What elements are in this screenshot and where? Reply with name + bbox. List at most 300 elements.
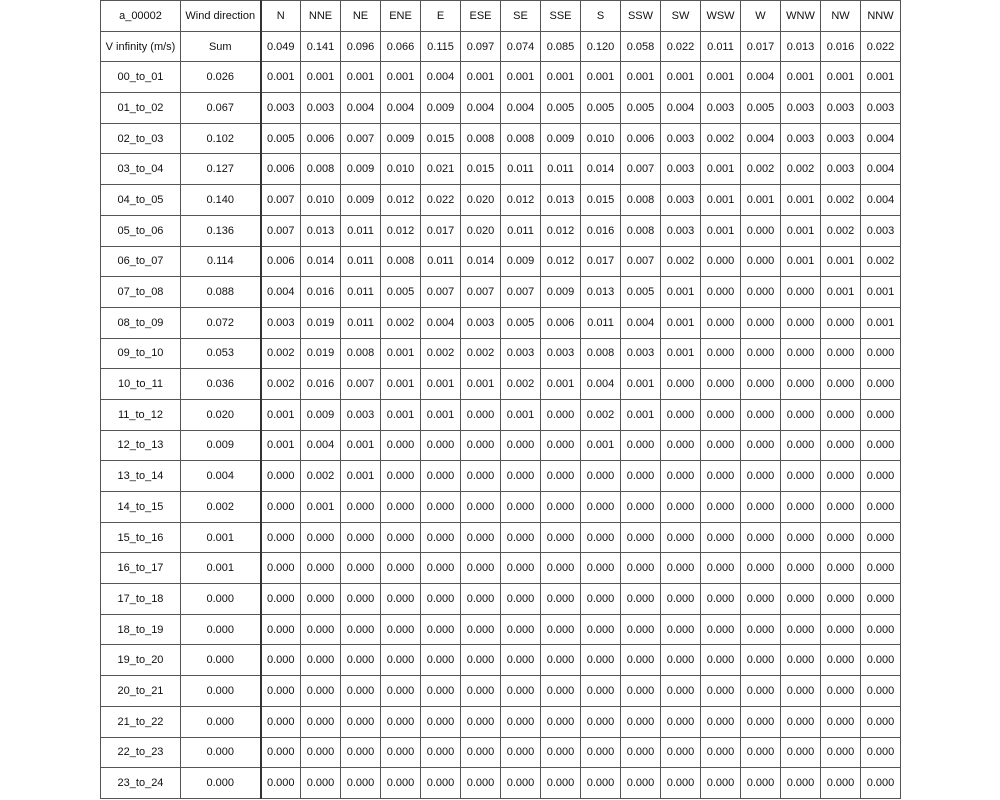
- frequency-cell: 0.009: [341, 185, 381, 216]
- frequency-cell: 0.000: [781, 553, 821, 584]
- frequency-cell: 0.000: [821, 614, 861, 645]
- frequency-cell: 0.020: [461, 185, 501, 216]
- direction-sum-cell: 0.017: [741, 31, 781, 62]
- frequency-cell: 0.000: [701, 614, 741, 645]
- frequency-cell: 0.003: [261, 93, 301, 124]
- frequency-cell: 0.002: [421, 338, 461, 369]
- frequency-cell: 0.000: [381, 645, 421, 676]
- frequency-cell: 0.001: [661, 338, 701, 369]
- direction-sum-cell: 0.066: [381, 31, 421, 62]
- frequency-cell: 0.001: [261, 62, 301, 93]
- frequency-cell: 0.002: [821, 215, 861, 246]
- speed-bin-label: 17_to_18: [101, 584, 181, 615]
- frequency-cell: 0.009: [341, 154, 381, 185]
- table-row: [101, 123, 901, 154]
- frequency-cell: 0.000: [581, 768, 621, 799]
- frequency-cell: 0.004: [461, 93, 501, 124]
- frequency-cell: 0.000: [261, 614, 301, 645]
- frequency-cell: 0.000: [781, 399, 821, 430]
- frequency-cell: 0.000: [301, 614, 341, 645]
- table-row: [101, 62, 901, 93]
- frequency-cell: 0.015: [461, 154, 501, 185]
- frequency-cell: 0.003: [461, 307, 501, 338]
- frequency-cell: 0.007: [621, 154, 661, 185]
- frequency-cell: 0.000: [581, 584, 621, 615]
- frequency-cell: 0.000: [261, 553, 301, 584]
- frequency-cell: 0.000: [781, 430, 821, 461]
- frequency-cell: 0.000: [821, 369, 861, 400]
- speed-bin-label: 07_to_08: [101, 277, 181, 308]
- row-sum-cell: 0.088: [181, 277, 261, 308]
- frequency-cell: 0.001: [381, 338, 421, 369]
- frequency-cell: 0.006: [541, 307, 581, 338]
- frequency-cell: 0.000: [661, 645, 701, 676]
- frequency-cell: 0.007: [621, 246, 661, 277]
- frequency-cell: 0.000: [661, 706, 701, 737]
- frequency-cell: 0.000: [821, 768, 861, 799]
- frequency-cell: 0.000: [701, 399, 741, 430]
- frequency-cell: 0.001: [301, 492, 341, 523]
- speed-bin-label: 16_to_17: [101, 553, 181, 584]
- frequency-cell: 0.007: [341, 123, 381, 154]
- frequency-cell: 0.008: [461, 123, 501, 154]
- speed-bin-label: 15_to_16: [101, 522, 181, 553]
- frequency-cell: 0.008: [381, 246, 421, 277]
- frequency-cell: 0.011: [501, 154, 541, 185]
- frequency-cell: 0.002: [821, 185, 861, 216]
- frequency-cell: 0.000: [621, 645, 661, 676]
- table-row: [101, 706, 901, 737]
- speed-bin-label: 21_to_22: [101, 706, 181, 737]
- frequency-cell: 0.001: [381, 399, 421, 430]
- frequency-cell: 0.000: [861, 369, 901, 400]
- speed-bin-label: 02_to_03: [101, 123, 181, 154]
- frequency-cell: 0.000: [701, 369, 741, 400]
- frequency-cell: 0.009: [381, 123, 421, 154]
- frequency-cell: 0.000: [541, 737, 581, 768]
- frequency-cell: 0.000: [821, 737, 861, 768]
- frequency-cell: 0.001: [861, 277, 901, 308]
- row-sum-cell: 0.004: [181, 461, 261, 492]
- frequency-cell: 0.003: [821, 154, 861, 185]
- frequency-cell: 0.000: [381, 676, 421, 707]
- frequency-cell: 0.003: [541, 338, 581, 369]
- frequency-cell: 0.011: [421, 246, 461, 277]
- frequency-cell: 0.000: [381, 614, 421, 645]
- frequency-cell: 0.017: [581, 246, 621, 277]
- frequency-cell: 0.000: [541, 461, 581, 492]
- frequency-cell: 0.000: [701, 430, 741, 461]
- frequency-cell: 0.012: [381, 185, 421, 216]
- frequency-cell: 0.000: [621, 614, 661, 645]
- frequency-cell: 0.000: [581, 553, 621, 584]
- table-row: [101, 737, 901, 768]
- frequency-cell: 0.000: [861, 676, 901, 707]
- speed-bin-label: 03_to_04: [101, 154, 181, 185]
- frequency-cell: 0.000: [341, 768, 381, 799]
- frequency-cell: 0.000: [261, 461, 301, 492]
- frequency-cell: 0.010: [581, 123, 621, 154]
- frequency-cell: 0.006: [301, 123, 341, 154]
- frequency-cell: 0.000: [461, 768, 501, 799]
- frequency-cell: 0.005: [741, 93, 781, 124]
- frequency-cell: 0.001: [541, 369, 581, 400]
- speed-bin-label: 08_to_09: [101, 307, 181, 338]
- frequency-cell: 0.000: [581, 461, 621, 492]
- frequency-cell: 0.007: [501, 277, 541, 308]
- frequency-cell: 0.005: [381, 277, 421, 308]
- frequency-cell: 0.001: [421, 369, 461, 400]
- frequency-cell: 0.000: [581, 522, 621, 553]
- frequency-cell: 0.001: [261, 399, 301, 430]
- frequency-cell: 0.000: [261, 737, 301, 768]
- frequency-cell: 0.001: [301, 62, 341, 93]
- frequency-cell: 0.002: [261, 369, 301, 400]
- frequency-cell: 0.000: [821, 338, 861, 369]
- frequency-cell: 0.000: [821, 399, 861, 430]
- frequency-cell: 0.000: [341, 614, 381, 645]
- frequency-cell: 0.001: [621, 62, 661, 93]
- frequency-cell: 0.003: [861, 215, 901, 246]
- frequency-cell: 0.000: [301, 737, 341, 768]
- frequency-cell: 0.004: [741, 62, 781, 93]
- table-row: [101, 215, 901, 246]
- frequency-cell: 0.002: [661, 246, 701, 277]
- frequency-cell: 0.000: [301, 706, 341, 737]
- frequency-cell: 0.000: [341, 706, 381, 737]
- frequency-cell: 0.000: [621, 522, 661, 553]
- frequency-cell: 0.009: [421, 93, 461, 124]
- frequency-cell: 0.001: [781, 62, 821, 93]
- table-row: [101, 676, 901, 707]
- frequency-cell: 0.005: [541, 93, 581, 124]
- frequency-cell: 0.001: [741, 185, 781, 216]
- frequency-cell: 0.000: [501, 553, 541, 584]
- frequency-cell: 0.000: [421, 461, 461, 492]
- direction-sum-cell: 0.022: [661, 31, 701, 62]
- table-row: [101, 93, 901, 124]
- frequency-cell: 0.000: [621, 706, 661, 737]
- frequency-cell: 0.000: [501, 584, 541, 615]
- frequency-cell: 0.005: [501, 307, 541, 338]
- table-body: [101, 1, 901, 799]
- frequency-cell: 0.004: [581, 369, 621, 400]
- frequency-cell: 0.001: [501, 62, 541, 93]
- frequency-cell: 0.000: [421, 676, 461, 707]
- frequency-cell: 0.000: [701, 584, 741, 615]
- frequency-cell: 0.000: [781, 737, 821, 768]
- direction-sum-cell: 0.013: [781, 31, 821, 62]
- frequency-cell: 0.000: [661, 522, 701, 553]
- direction-sum-cell: 0.074: [501, 31, 541, 62]
- frequency-cell: 0.000: [661, 737, 701, 768]
- frequency-cell: 0.010: [381, 154, 421, 185]
- frequency-cell: 0.000: [301, 522, 341, 553]
- direction-header-n: N: [261, 1, 301, 32]
- table-row: [101, 461, 901, 492]
- frequency-cell: 0.000: [421, 430, 461, 461]
- direction-sum-cell: 0.141: [301, 31, 341, 62]
- direction-header-sw: SW: [661, 1, 701, 32]
- speed-bin-label: 23_to_24: [101, 768, 181, 799]
- speed-bin-label: 05_to_06: [101, 215, 181, 246]
- frequency-cell: 0.001: [341, 62, 381, 93]
- frequency-cell: 0.000: [541, 676, 581, 707]
- frequency-cell: 0.000: [301, 645, 341, 676]
- frequency-cell: 0.000: [701, 246, 741, 277]
- row-sum-cell: 0.114: [181, 246, 261, 277]
- frequency-cell: 0.006: [621, 123, 661, 154]
- frequency-cell: 0.000: [621, 492, 661, 523]
- speed-bin-label: 12_to_13: [101, 430, 181, 461]
- frequency-cell: 0.000: [741, 338, 781, 369]
- frequency-cell: 0.001: [701, 154, 741, 185]
- frequency-cell: 0.001: [421, 399, 461, 430]
- frequency-cell: 0.000: [341, 584, 381, 615]
- frequency-cell: 0.000: [501, 768, 541, 799]
- table-row: [101, 338, 901, 369]
- sum-label: Sum: [181, 31, 261, 62]
- row-sum-cell: 0.136: [181, 215, 261, 246]
- frequency-cell: 0.000: [741, 768, 781, 799]
- frequency-cell: 0.000: [861, 338, 901, 369]
- frequency-cell: 0.011: [341, 307, 381, 338]
- frequency-cell: 0.008: [501, 123, 541, 154]
- frequency-cell: 0.001: [821, 277, 861, 308]
- frequency-cell: 0.000: [741, 215, 781, 246]
- frequency-cell: 0.003: [701, 93, 741, 124]
- speed-bin-label: 01_to_02: [101, 93, 181, 124]
- table-row: [101, 185, 901, 216]
- row-sum-cell: 0.020: [181, 399, 261, 430]
- frequency-cell: 0.001: [821, 62, 861, 93]
- frequency-cell: 0.000: [261, 584, 301, 615]
- frequency-cell: 0.000: [381, 461, 421, 492]
- dataset-id-cell: a_00002: [101, 1, 181, 32]
- frequency-cell: 0.000: [501, 737, 541, 768]
- frequency-cell: 0.019: [301, 307, 341, 338]
- frequency-cell: 0.005: [261, 123, 301, 154]
- frequency-cell: 0.000: [261, 645, 301, 676]
- frequency-cell: 0.000: [541, 768, 581, 799]
- table-row: [101, 768, 901, 799]
- frequency-cell: 0.000: [701, 737, 741, 768]
- frequency-cell: 0.000: [501, 461, 541, 492]
- frequency-cell: 0.000: [381, 706, 421, 737]
- frequency-cell: 0.000: [781, 492, 821, 523]
- frequency-cell: 0.000: [261, 676, 301, 707]
- frequency-cell: 0.000: [261, 492, 301, 523]
- frequency-cell: 0.001: [701, 185, 741, 216]
- frequency-cell: 0.000: [741, 522, 781, 553]
- frequency-cell: 0.002: [781, 154, 821, 185]
- frequency-cell: 0.000: [781, 369, 821, 400]
- speed-bin-label: 10_to_11: [101, 369, 181, 400]
- frequency-cell: 0.000: [741, 246, 781, 277]
- frequency-cell: 0.007: [421, 277, 461, 308]
- frequency-cell: 0.002: [261, 338, 301, 369]
- frequency-cell: 0.000: [861, 737, 901, 768]
- speed-bin-label: 22_to_23: [101, 737, 181, 768]
- frequency-cell: 0.001: [581, 62, 621, 93]
- row-sum-cell: 0.053: [181, 338, 261, 369]
- frequency-cell: 0.000: [861, 645, 901, 676]
- frequency-cell: 0.008: [341, 338, 381, 369]
- frequency-cell: 0.000: [381, 737, 421, 768]
- table-row: [101, 246, 901, 277]
- frequency-cell: 0.000: [861, 614, 901, 645]
- direction-header-nw: NW: [821, 1, 861, 32]
- frequency-cell: 0.000: [421, 614, 461, 645]
- row-sum-cell: 0.009: [181, 430, 261, 461]
- frequency-cell: 0.009: [301, 399, 341, 430]
- frequency-cell: 0.005: [581, 93, 621, 124]
- frequency-cell: 0.000: [821, 553, 861, 584]
- frequency-cell: 0.000: [661, 584, 701, 615]
- frequency-cell: 0.000: [781, 676, 821, 707]
- direction-sum-cell: 0.011: [701, 31, 741, 62]
- frequency-cell: 0.000: [661, 461, 701, 492]
- frequency-cell: 0.001: [261, 430, 301, 461]
- frequency-cell: 0.001: [621, 399, 661, 430]
- frequency-cell: 0.000: [461, 522, 501, 553]
- frequency-cell: 0.000: [341, 522, 381, 553]
- frequency-cell: 0.000: [701, 277, 741, 308]
- frequency-cell: 0.001: [461, 369, 501, 400]
- direction-sum-cell: 0.022: [861, 31, 901, 62]
- frequency-cell: 0.000: [461, 676, 501, 707]
- frequency-cell: 0.006: [261, 246, 301, 277]
- wind-direction-label: Wind direction: [181, 1, 261, 32]
- frequency-cell: 0.004: [861, 154, 901, 185]
- frequency-cell: 0.000: [381, 768, 421, 799]
- frequency-cell: 0.000: [341, 676, 381, 707]
- frequency-cell: 0.000: [301, 768, 341, 799]
- frequency-cell: 0.000: [861, 553, 901, 584]
- frequency-cell: 0.000: [701, 645, 741, 676]
- table-row: [101, 430, 901, 461]
- frequency-cell: 0.001: [461, 62, 501, 93]
- frequency-cell: 0.000: [421, 645, 461, 676]
- frequency-cell: 0.011: [341, 277, 381, 308]
- frequency-cell: 0.003: [821, 93, 861, 124]
- frequency-cell: 0.000: [781, 645, 821, 676]
- frequency-cell: 0.009: [541, 123, 581, 154]
- frequency-cell: 0.000: [461, 737, 501, 768]
- frequency-cell: 0.004: [341, 93, 381, 124]
- frequency-cell: 0.008: [301, 154, 341, 185]
- table-row: [101, 154, 901, 185]
- frequency-cell: 0.000: [381, 584, 421, 615]
- frequency-cell: 0.002: [741, 154, 781, 185]
- frequency-cell: 0.000: [701, 338, 741, 369]
- frequency-cell: 0.000: [781, 706, 821, 737]
- frequency-cell: 0.000: [861, 461, 901, 492]
- frequency-cell: 0.001: [781, 185, 821, 216]
- frequency-cell: 0.000: [781, 768, 821, 799]
- frequency-cell: 0.003: [781, 93, 821, 124]
- frequency-cell: 0.000: [861, 584, 901, 615]
- frequency-cell: 0.000: [741, 737, 781, 768]
- frequency-cell: 0.000: [461, 614, 501, 645]
- frequency-cell: 0.001: [341, 430, 381, 461]
- frequency-cell: 0.004: [741, 123, 781, 154]
- frequency-cell: 0.000: [461, 399, 501, 430]
- frequency-cell: 0.000: [741, 614, 781, 645]
- table-row: [101, 369, 901, 400]
- frequency-cell: 0.008: [621, 215, 661, 246]
- frequency-cell: 0.000: [461, 430, 501, 461]
- frequency-cell: 0.000: [541, 553, 581, 584]
- direction-sum-cell: 0.096: [341, 31, 381, 62]
- frequency-cell: 0.001: [541, 62, 581, 93]
- frequency-cell: 0.014: [301, 246, 341, 277]
- frequency-cell: 0.000: [741, 430, 781, 461]
- wind-frequency-table: [100, 0, 901, 799]
- frequency-cell: 0.000: [581, 737, 621, 768]
- speed-bin-label: 18_to_19: [101, 614, 181, 645]
- speed-bin-label: 09_to_10: [101, 338, 181, 369]
- frequency-cell: 0.000: [821, 645, 861, 676]
- frequency-cell: 0.022: [421, 185, 461, 216]
- direction-header-w: W: [741, 1, 781, 32]
- v-infinity-label: V infinity (m/s): [101, 31, 181, 62]
- row-sum-cell: 0.000: [181, 676, 261, 707]
- frequency-cell: 0.003: [661, 123, 701, 154]
- frequency-cell: 0.000: [381, 492, 421, 523]
- row-sum-cell: 0.000: [181, 737, 261, 768]
- row-sum-cell: 0.036: [181, 369, 261, 400]
- frequency-cell: 0.001: [861, 307, 901, 338]
- direction-header-ene: ENE: [381, 1, 421, 32]
- frequency-cell: 0.000: [341, 553, 381, 584]
- frequency-cell: 0.000: [821, 584, 861, 615]
- speed-bin-label: 04_to_05: [101, 185, 181, 216]
- frequency-cell: 0.004: [861, 185, 901, 216]
- direction-sum-cell: 0.016: [821, 31, 861, 62]
- frequency-cell: 0.000: [501, 645, 541, 676]
- frequency-cell: 0.001: [661, 277, 701, 308]
- frequency-cell: 0.000: [461, 492, 501, 523]
- frequency-cell: 0.000: [821, 492, 861, 523]
- frequency-cell: 0.000: [781, 614, 821, 645]
- frequency-cell: 0.000: [461, 706, 501, 737]
- direction-sum-cell: 0.058: [621, 31, 661, 62]
- frequency-cell: 0.000: [741, 277, 781, 308]
- table-row: [101, 399, 901, 430]
- frequency-cell: 0.000: [421, 522, 461, 553]
- row-sum-cell: 0.002: [181, 492, 261, 523]
- speed-bin-label: 14_to_15: [101, 492, 181, 523]
- frequency-cell: 0.003: [621, 338, 661, 369]
- table-row: [101, 492, 901, 523]
- frequency-cell: 0.000: [821, 307, 861, 338]
- frequency-cell: 0.000: [701, 706, 741, 737]
- frequency-cell: 0.000: [581, 614, 621, 645]
- frequency-cell: 0.017: [421, 215, 461, 246]
- frequency-cell: 0.000: [701, 553, 741, 584]
- frequency-cell: 0.011: [541, 154, 581, 185]
- frequency-cell: 0.000: [461, 645, 501, 676]
- frequency-cell: 0.012: [541, 246, 581, 277]
- frequency-cell: 0.000: [501, 614, 541, 645]
- frequency-cell: 0.000: [501, 430, 541, 461]
- frequency-cell: 0.000: [261, 706, 301, 737]
- frequency-cell: 0.003: [661, 154, 701, 185]
- frequency-cell: 0.000: [621, 768, 661, 799]
- frequency-cell: 0.013: [541, 185, 581, 216]
- direction-header-nnw: NNW: [861, 1, 901, 32]
